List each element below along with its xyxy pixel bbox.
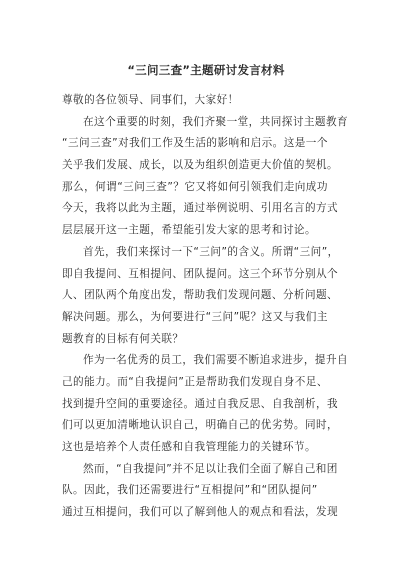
text-line: 找到提升空间的重要途径。通过自我反思、自我剖析，我 [62, 397, 339, 410]
text-line: 作为一名优秀的员工，我们需要不断追求进步，提升自 [83, 354, 349, 367]
text-line: 题教育的目标有何关联？ [62, 332, 184, 345]
text-line: 通过互相提问，我们可以了解到他人的观点和看法，发现 [62, 506, 339, 519]
text-line: 解决问题。那么，为何要进行“三问”呢？这又与我们主 [62, 310, 328, 323]
text-line: 首先，我们来探讨一下“三问”的含义。所谓“三问”， [83, 245, 339, 258]
text-line: 即自我提问、互相提问、团队提问。这三个环节分别从个 [62, 267, 339, 280]
text-line: 然而，“自我提问”并不足以让我们全面了解自己和团 [83, 462, 338, 475]
text-line: 在这个重要的时刻，我们齐聚一堂，共同探讨主题教育 [83, 115, 349, 128]
text-line: 人、团队两个角度出发，帮助我们发现问题、分析问题、 [62, 289, 339, 302]
text-line: 那么，何谓“三问三查”？它又将如何引领我们走向成功 [62, 180, 328, 193]
text-line: 队。因此，我们还需要进行“互相提问”和“团队提问” [62, 484, 318, 497]
text-line: 层层展开这一主题，希望能引发大家的思考和讨论。 [62, 224, 317, 237]
text-line: 己的能力。而“自我提问”正是帮助我们发现自身不足、 [62, 375, 328, 388]
text-line: 这也是培养个人责任感和自我管理能力的关键环节。 [62, 441, 317, 453]
document-page [62, 62, 350, 524]
text-line: 们可以更加清晰地认识自己，明确自己的优劣势。同时， [62, 419, 339, 432]
document-title: “三问三查”主题研讨发言材料 [127, 63, 285, 77]
text-line: “三问三查”对我们工作及生活的影响和启示。这是一个 [62, 137, 328, 150]
text-line: 尊敬的各位领导、同事们，大家好！ [62, 94, 239, 106]
text-line: 关乎我们发展、成长，以及为组织创造更大价值的契机。 [62, 159, 339, 172]
document-body [62, 90, 350, 524]
text-line: 今天，我将以此为主题，通过举例说明、引用名言的方式 [62, 202, 339, 215]
